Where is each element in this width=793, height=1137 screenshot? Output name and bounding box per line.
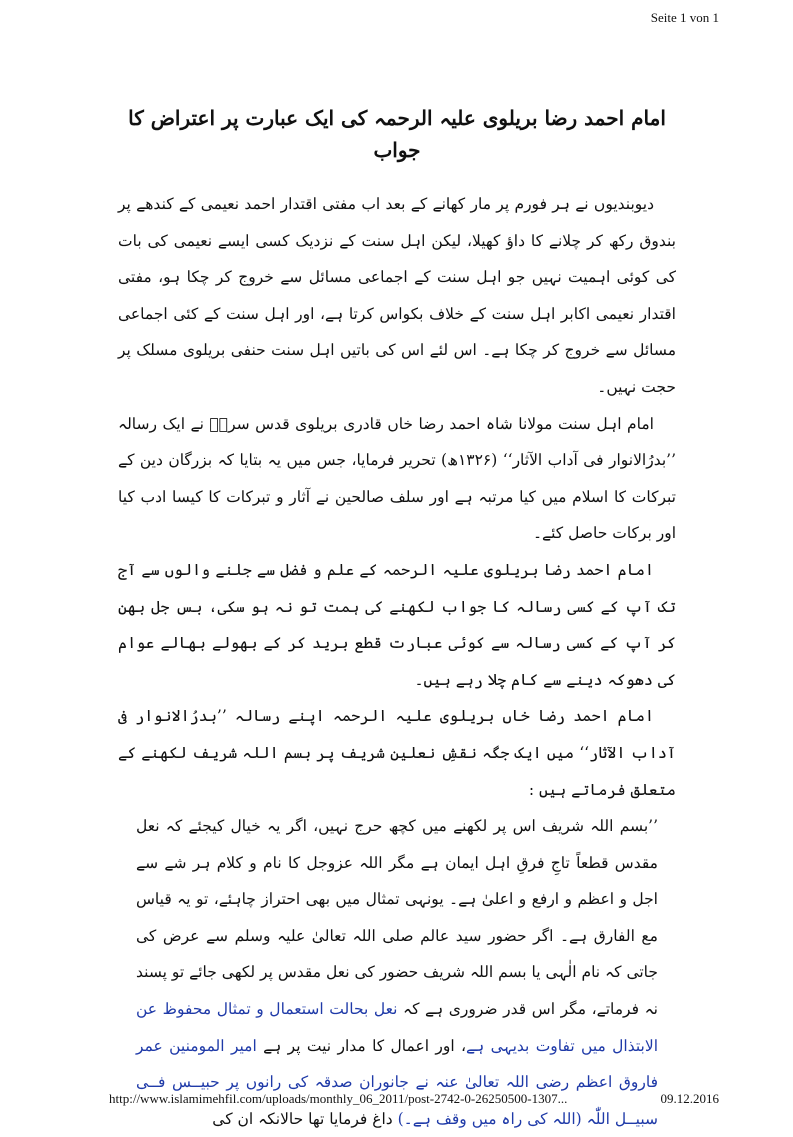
paragraph-quote-intro: امام احمد رضا خاں بریلوی علیہ الرحمہ اپنے رسالہ ’’بدرُالانوار فی آداب الآثار‘‘ میں ایک جگہ نقشِ نعلین شریف پر بسم اللہ شریف لکھنے کے متعلق فرماتے ہیں : <box>118 707 676 799</box>
quotation <box>136 808 658 1137</box>
page-title: امام احمد رضا بریلوی علیہ الرحمہ کی ایک عبارت پر اعتراض کا جواب <box>128 106 666 162</box>
quote-highlight-2: امیر المومنین عمر فاروق اعظم رضی اللہ تعالیٰ عنہ نے جانوران صدقہ کی رانوں پر حبیــس فــی سبیــل اللّٰہ (اللہ کی راہ میں وقف ہے۔) <box>136 1036 658 1128</box>
quote-highlight-1: نعل بحالت استعمال و تمثال محفوظ عن الابتذال میں تفاوت بدیہی ہے <box>136 1000 658 1055</box>
quote-text-3: داغ فرمایا تھا حالانکہ ان کی <box>212 1109 393 1128</box>
footer-date: 09.12.2016 <box>660 1091 719 1106</box>
paragraph-intro: دیوبندیوں نے ہر فورم پر مار کھانے کے بعد اب مفتی اقتدار احمد نعیمی کے کندھے پر بندوق رکھ کر چلانے کا داؤ کھیلا، لیکن اہل سنت کے نزدیک کسی ایسے نعیمی کی بات کی کوئی اہمیت نہیں جو اہل سنت کے اجماعی مسائل سے خروج کر چکا ہو، مفتی اقتدار نعیمی اکابر اہل سنت کے خلاف بکواس کرتا ہے، اور اہل سنت کے کئی اجماعی مسائل سے خروج کر چکا ہے۔ اس لئے اس کی باتیں اہل سنت حنفی بریلوی مسلک پر حجت نہیں۔ <box>118 195 676 396</box>
paragraph-critics: امام احمد رضا بریلوی علیہ الرحمہ کے علم و فضل سے جلنے والوں سے آج تک آپ کے کسی رسالہ کا جواب لکھنے کی ہمت تو نہ ہو سکی، بس جل بھن کر آپ کے کسی رسالہ سے کوئی عبارت قطع برید کر کے بھولے بھالے عوام کی دھوکہ دینے سے کام چلا رہے ہیں۔ <box>118 560 676 689</box>
quote-text: ’’بسم اللہ شریف اس پر لکھنے میں کچھ حرج نہیں، اگر یہ خیال کیجئے کہ نعل مقدس قطعاً تاجِ فرقِ اہل ایمان ہے مگر اللہ عزوجل کا نام و کلام ہر شے سے اجل و اعظم و ارفع و اعلیٰ ہے۔ یونہی تمثال میں بھی احتراز چاہئے، تو یہ قیاس مع الفارق ہے۔ اگر حضور سید عالم صلی اللہ تعالیٰ علیہ وسلم سے عرض کی جاتی کہ نام الٰہی یا بسم اللہ شریف حضور کی نعل مقدس پر لکھی جائے تو پسند نہ فرماتے، مگر اس قدر ضروری ہے کہ <box>136 817 658 1019</box>
article <box>118 96 676 1137</box>
footer-url: http://www.islamimehfil.com/uploads/monthly_06_2011/post-2742-0-26250500-1307... <box>109 1091 568 1106</box>
quote-text-2: ، اور اعمال کا مدار نیت پر ہے <box>263 1036 467 1055</box>
paragraph-risala: امام اہل سنت مولانا شاہ احمد رضا خاں قادری بریلوی قدس سرہٗ نے ایک رسالہ ’’بدرُالانوار فی آداب الآثار‘‘ (۱۳۲۶ھ) تحریر فرمایا، جس میں یہ بتایا کہ بزرگان دین کے تبرکات کا اسلام میں کیا مرتبہ ہے اور سلف صالحین نے آثار و تبرکات کا کیسا ادب کیا اور برکات حاصل کئے۔ <box>118 414 677 543</box>
page-label: Seite 1 von 1 <box>650 10 719 25</box>
